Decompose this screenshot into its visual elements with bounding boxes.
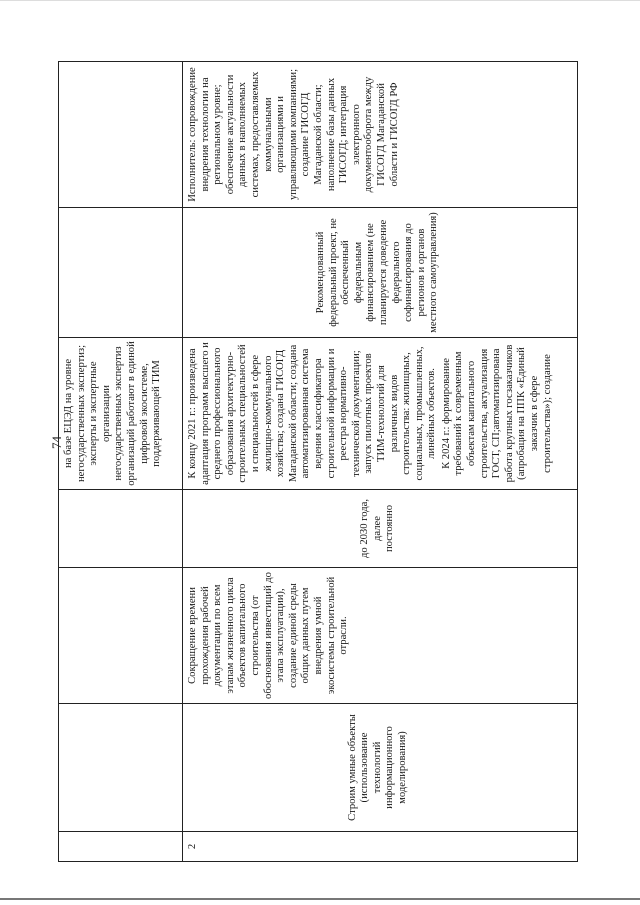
cell-empty-goal	[59, 568, 183, 704]
cell-empty-responsible	[59, 62, 183, 208]
result-paragraph-2024: К 2024 г.: формирование требований к современным объектам капитального строительства, актуализация ГОСТ, СП;автоматизирована работа крупных госзаказчиков (апробация на ППК «Единый заказчик в сфере строительства»); создание	[440, 344, 553, 483]
program-table	[58, 61, 578, 862]
scan-bottom-edge	[0, 898, 640, 900]
continuation-row	[59, 62, 183, 862]
cell-empty-title	[59, 704, 183, 832]
rotated-table-sheet	[58, 62, 563, 862]
cell-empty-num	[59, 832, 183, 862]
result-paragraph-2021: К концу 2021 г.: произведена адаптация программ высшего и среднего профессионального образования архитектурно-строительных специальностей и специальностей в сфере жилищно-коммунального хозяйства; создана ГИСОГД Магаданской области; создана автоматизированная система ведения классификатора строительной информации и реестра нормативно-технической документации; запуск пилотных проектов ТИМ-технологий для различных видов строительства: жилищных, социальных, промышленных, линейных объектов.	[187, 342, 438, 485]
page-number: 74	[49, 436, 64, 449]
scan-top-edge	[0, 0, 640, 1]
row-funding: Рекомендованный федеральный проект, не обеспеченный федеральным финансированием (не планируется доведение федерального софинансирования до регионов и органов местного самоуправления)	[183, 208, 578, 338]
cell-empty-funding	[59, 208, 183, 338]
continued-result-text: на базе ЕЦЭД на уровне негосударственных экспертиз; эксперты и экспертные организации негосударственных экспертиз организаций работают в единой цифровой экосистеме, поддерживающей ТИМ	[63, 341, 163, 486]
row-term: до 2030 года, далее постоянно	[183, 490, 578, 568]
row-responsible: Исполнитель: сопровождение внедрения технологии на региональном уровне; обеспечение актуальности данных в наполняемых системах, предоставляемых коммунальными организациями и управляющими компаниями; создание ГИСОГД Магаданской области; наполнение базы данных ГИСОГД; интеграция электронного документооборота между ГИСОГД Магаданской области и ГИСОГД РФ	[183, 62, 578, 208]
row-number: 2	[183, 832, 578, 862]
table-row	[183, 62, 578, 862]
cell-empty-term	[59, 490, 183, 568]
row-result	[183, 338, 578, 490]
row-goal: Сокращение времени прохождения рабочей документации по всем этапам жизненного цикла объектов капитального строительства (от обоснования инвестиций до этапа эксплуатации), создание единой среды общих данных путем внедрения умной экосистемы строительной отрасли.	[183, 568, 578, 704]
row-title: Строим умные объекты (использование технологий информационного моделирования)	[183, 704, 578, 832]
cell-continued-result	[59, 338, 183, 490]
